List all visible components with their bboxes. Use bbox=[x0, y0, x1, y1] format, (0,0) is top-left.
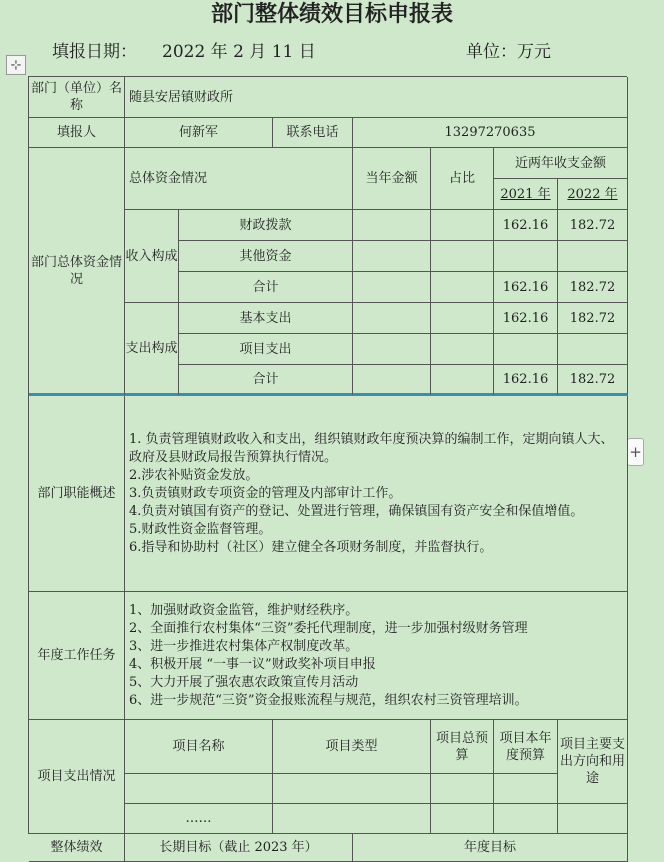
duty-line: 2.涉农补贴资金发放。 bbox=[129, 467, 259, 483]
income-total-2021[interactable]: 162.16 bbox=[494, 272, 558, 303]
performance-target-table bbox=[28, 76, 627, 855]
expense-total-2021[interactable]: 162.16 bbox=[494, 365, 558, 396]
income-fiscal-current[interactable] bbox=[353, 210, 431, 241]
task-line: 4、积极开展 “一事一议”财政奖补项目申报 bbox=[129, 656, 376, 672]
year-2022-label: 2022 年 bbox=[558, 179, 628, 210]
dept-name-value[interactable]: 随县安居镇财政所 bbox=[125, 77, 628, 118]
phone-label: 联系电话 bbox=[273, 118, 353, 148]
income-total-2022[interactable]: 182.72 bbox=[558, 272, 628, 303]
project-type-header: 项目类型 bbox=[273, 720, 431, 774]
overall-performance-label: 整体绩效 bbox=[29, 834, 125, 862]
project-name-ellipsis[interactable]: …… bbox=[125, 804, 273, 834]
funds-group-label: 部门总体资金情况 bbox=[29, 148, 125, 396]
task-line: 3、进一步推进农村集体产权制度改革。 bbox=[129, 638, 359, 654]
project-total-cell[interactable] bbox=[431, 774, 494, 804]
expense-project-2021[interactable] bbox=[494, 334, 558, 365]
expense-project-ratio[interactable] bbox=[431, 334, 494, 365]
expense-project-label: 项目支出 bbox=[179, 334, 353, 365]
add-column-icon[interactable]: + bbox=[627, 438, 644, 466]
task-line: 5、大力开展了强农惠农政策宣传月活动 bbox=[129, 674, 359, 690]
funds-overview-label: 总体资金情况 bbox=[125, 148, 353, 210]
report-date-label: 填报日期： bbox=[52, 42, 137, 62]
expense-basic-current[interactable] bbox=[353, 303, 431, 334]
recent-years-label: 近两年收支金额 bbox=[494, 148, 628, 179]
project-purpose-cell[interactable] bbox=[558, 804, 628, 834]
expense-total-current[interactable] bbox=[353, 365, 431, 396]
table-move-handle-icon[interactable]: ⊹ bbox=[6, 55, 26, 75]
expense-basic-label: 基本支出 bbox=[179, 303, 353, 334]
duties-label: 部门职能概述 bbox=[29, 396, 125, 592]
expense-project-2022[interactable] bbox=[558, 334, 628, 365]
project-type-cell[interactable] bbox=[273, 774, 431, 804]
duty-line: 6.指导和协助村（社区）建立健全各项财务制度，并监督执行。 bbox=[129, 539, 493, 555]
duty-line: 3.负责镇财政专项资金的管理及内部审计工作。 bbox=[129, 485, 402, 501]
expense-project-current[interactable] bbox=[353, 334, 431, 365]
expense-basic-2022[interactable]: 182.72 bbox=[558, 303, 628, 334]
income-other-current[interactable] bbox=[353, 241, 431, 272]
income-total-label: 合计 bbox=[179, 272, 353, 303]
annual-tasks-label: 年度工作任务 bbox=[29, 592, 125, 720]
reporter-label: 填报人 bbox=[29, 118, 125, 148]
current-year-amount-label: 当年金额 bbox=[353, 148, 431, 210]
unit-label: 单位：万元 bbox=[466, 42, 551, 62]
reporter-value[interactable]: 何新军 bbox=[125, 118, 273, 148]
expense-composition-label: 支出构成 bbox=[125, 303, 179, 396]
year-2021-label: 2021 年 bbox=[494, 179, 558, 210]
income-fiscal-ratio[interactable] bbox=[431, 210, 494, 241]
project-year-budget-cell[interactable] bbox=[494, 774, 558, 804]
long-term-goal-label: 长期目标（截止 2023 年） bbox=[125, 834, 353, 862]
project-name-cell[interactable] bbox=[125, 774, 273, 804]
expense-total-2022[interactable]: 182.72 bbox=[558, 365, 628, 396]
task-line: 2、全面推行农村集体“三资”委托代理制度，进一步加强村级财务管理 bbox=[129, 620, 528, 636]
report-date-value: 2022 年 2 月 11 日 bbox=[162, 42, 316, 62]
expense-total-label: 合计 bbox=[179, 365, 353, 396]
project-total-budget-header: 项目总预算 bbox=[431, 720, 494, 774]
income-other-ratio[interactable] bbox=[431, 241, 494, 272]
income-composition-label: 收入构成 bbox=[125, 210, 179, 303]
income-other-label: 其他资金 bbox=[179, 241, 353, 272]
expense-total-ratio[interactable] bbox=[431, 365, 494, 396]
page-title: 部门整体绩效目标申报表 bbox=[210, 2, 453, 27]
project-year-budget-cell[interactable] bbox=[494, 804, 558, 834]
phone-value[interactable]: 13297270635 bbox=[353, 118, 628, 148]
annual-goal-label: 年度目标 bbox=[353, 834, 628, 862]
income-fiscal-2021[interactable]: 162.16 bbox=[494, 210, 558, 241]
duty-line: 5.财政性资金监督管理。 bbox=[129, 521, 272, 537]
duties-text[interactable] bbox=[125, 396, 628, 592]
duty-line: 1. 负责管理镇财政收入和支出，组织镇财政年度预决算的编制工作，定期向镇人大、政府及县财政局报告预算执行情况。 bbox=[129, 431, 614, 465]
project-year-budget-header: 项目本年度预算 bbox=[494, 720, 558, 774]
income-other-2021[interactable] bbox=[494, 241, 558, 272]
income-fiscal-2022[interactable]: 182.72 bbox=[558, 210, 628, 241]
dept-name-label: 部门（单位）名称 bbox=[29, 77, 125, 118]
project-name-header: 项目名称 bbox=[125, 720, 273, 774]
annual-tasks-text[interactable] bbox=[125, 592, 628, 720]
task-line: 1、加强财政资金监管，维护财经秩序。 bbox=[129, 602, 359, 618]
project-expenditure-label: 项目支出情况 bbox=[29, 720, 125, 834]
project-total-cell[interactable] bbox=[431, 804, 494, 834]
task-line: 6、进一步规范“三资”资金报账流程与规范，组织农村三资管理培训。 bbox=[129, 692, 528, 708]
expense-basic-ratio[interactable] bbox=[431, 303, 494, 334]
project-type-cell[interactable] bbox=[273, 804, 431, 834]
project-purpose-header: 项目主要支出方向和用途 bbox=[558, 720, 628, 804]
income-total-current[interactable] bbox=[353, 272, 431, 303]
expense-basic-2021[interactable]: 162.16 bbox=[494, 303, 558, 334]
duty-line: 4.负责对镇国有资产的登记、处置进行管理，确保镇国有资产安全和保值增值。 bbox=[129, 503, 584, 519]
income-fiscal-label: 财政拨款 bbox=[179, 210, 353, 241]
income-total-ratio[interactable] bbox=[431, 272, 494, 303]
income-other-2022[interactable] bbox=[558, 241, 628, 272]
ratio-label: 占比 bbox=[431, 148, 494, 210]
